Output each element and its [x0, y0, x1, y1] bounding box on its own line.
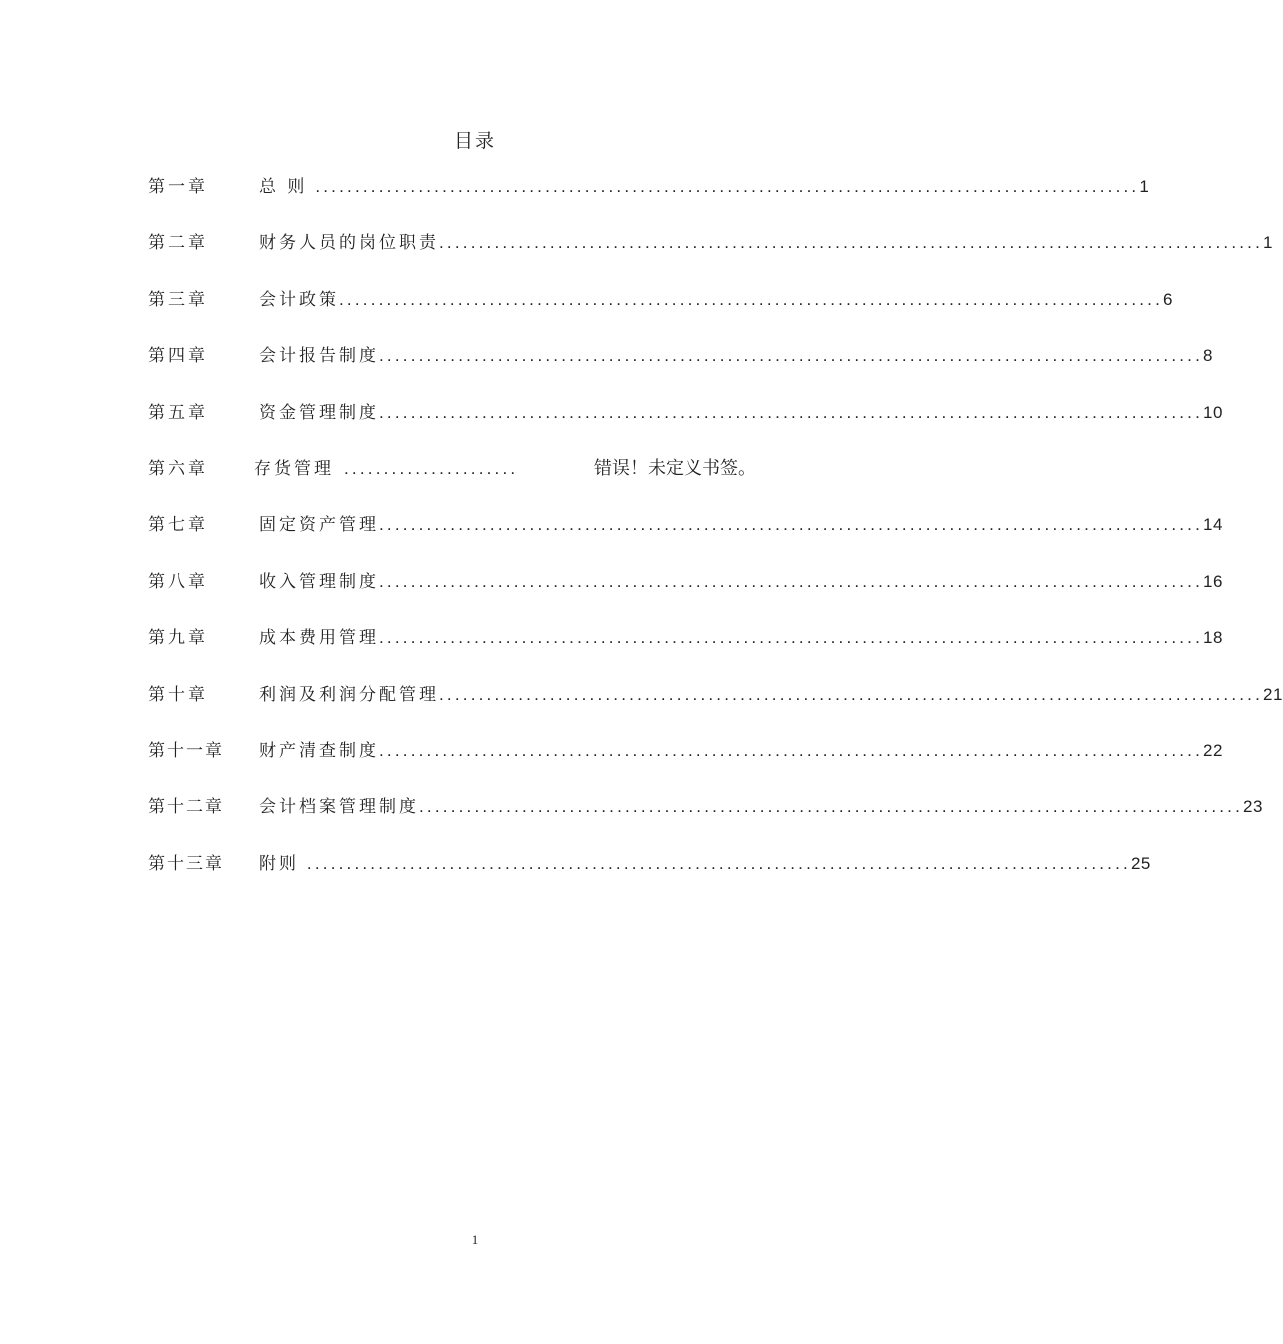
- toc-page-number: 1: [1263, 233, 1273, 253]
- toc-chapter-label: 第十章: [148, 684, 208, 705]
- toc-topic: 财产清查制度: [259, 740, 379, 761]
- toc-entry-3[interactable]: [148, 285, 1173, 341]
- footer-page-number: 1: [471, 1232, 479, 1247]
- toc-topic: 会计政策: [259, 289, 339, 310]
- toc-chapter-label: 第五章: [148, 402, 208, 423]
- toc-topic: 成本费用管理: [259, 628, 379, 649]
- toc-chapter-label: 第三章: [148, 289, 208, 310]
- toc-entry-8[interactable]: [148, 567, 1223, 623]
- toc-page-number: 6: [1163, 289, 1173, 309]
- toc-chapter-label: 第四章: [148, 346, 208, 367]
- dot-leader: ........................................................................................................: [379, 402, 1204, 422]
- dot-leader: ........................................................................................................: [419, 797, 1244, 817]
- toc-page-number: 1: [1139, 177, 1150, 196]
- dot-leader: ........................................................................................................: [299, 853, 1131, 873]
- dot-leader: ........................................................................................................: [379, 571, 1204, 591]
- toc-entry-2[interactable]: [148, 228, 1273, 284]
- toc-chapter-label: 第七章: [148, 515, 208, 536]
- toc-topic: 会计报告制度: [259, 346, 379, 367]
- toc-chapter-label: 第十一章: [148, 740, 224, 761]
- toc-entry-12[interactable]: [148, 792, 1263, 848]
- toc-topic: 会计档案管理制度: [259, 797, 419, 818]
- toc-page-number: 10: [1203, 402, 1223, 422]
- toc-topic: 资金管理制度: [259, 402, 379, 423]
- toc-topic: 固定资产管理: [259, 515, 379, 536]
- dot-leader: ........................................................................................................: [439, 684, 1264, 704]
- dot-leader: ........................................................................................................: [439, 233, 1264, 253]
- toc-topic: 总 则: [259, 177, 308, 197]
- toc-entry-10[interactable]: [148, 680, 1283, 736]
- dot-leader: ........................................................................................................: [379, 740, 1204, 760]
- toc-chapter-label: 第九章: [148, 628, 208, 649]
- toc-title: 目录: [453, 130, 496, 152]
- toc-page-number: 8: [1203, 346, 1213, 366]
- toc-page-number: 18: [1203, 628, 1223, 648]
- toc-entry-1[interactable]: [148, 172, 1150, 228]
- toc-topic: 存货管理: [254, 458, 334, 479]
- dot-leader: ......................: [344, 458, 519, 478]
- toc-chapter-label: 第六章: [148, 458, 208, 479]
- toc-bookmark-error: 错误！未定义书签。: [594, 457, 756, 479]
- toc-entry-7[interactable]: [148, 510, 1223, 566]
- dot-leader: ........................................................................................................: [379, 628, 1204, 648]
- toc-topic: 附则: [259, 853, 299, 874]
- toc-chapter-label: 第二章: [148, 233, 208, 254]
- toc-entry-5[interactable]: [148, 398, 1223, 454]
- dot-leader: ........................................................................................................: [379, 346, 1204, 366]
- toc-entry-6[interactable]: [148, 454, 805, 510]
- toc-page-number: 14: [1203, 515, 1223, 535]
- toc-topic: 利润及利润分配管理: [259, 684, 439, 705]
- dot-leader: ........................................................................................................: [379, 515, 1204, 535]
- toc-page-number: 23: [1243, 797, 1263, 817]
- toc-chapter-label: 第十三章: [148, 853, 224, 874]
- toc-entry-13[interactable]: [148, 849, 1151, 905]
- toc-chapter-label: 第一章: [148, 177, 208, 197]
- toc-page-number: 22: [1203, 740, 1223, 760]
- toc-page-number: 21: [1263, 684, 1283, 704]
- toc-page-number: 16: [1203, 571, 1223, 591]
- toc-page-number: 25: [1130, 853, 1151, 873]
- dot-leader: ........................................................................................................: [307, 177, 1140, 196]
- toc-entry-4[interactable]: [148, 341, 1213, 397]
- toc-entry-11[interactable]: [148, 736, 1223, 792]
- toc-entry-9[interactable]: [148, 623, 1223, 679]
- toc-chapter-label: 第十二章: [148, 797, 224, 818]
- toc-chapter-label: 第八章: [148, 571, 208, 592]
- toc-topic: 收入管理制度: [259, 571, 379, 592]
- toc-topic: 财务人员的岗位职责: [259, 233, 439, 254]
- toc-list: [148, 172, 1283, 905]
- dot-leader: ........................................................................................................: [339, 289, 1164, 309]
